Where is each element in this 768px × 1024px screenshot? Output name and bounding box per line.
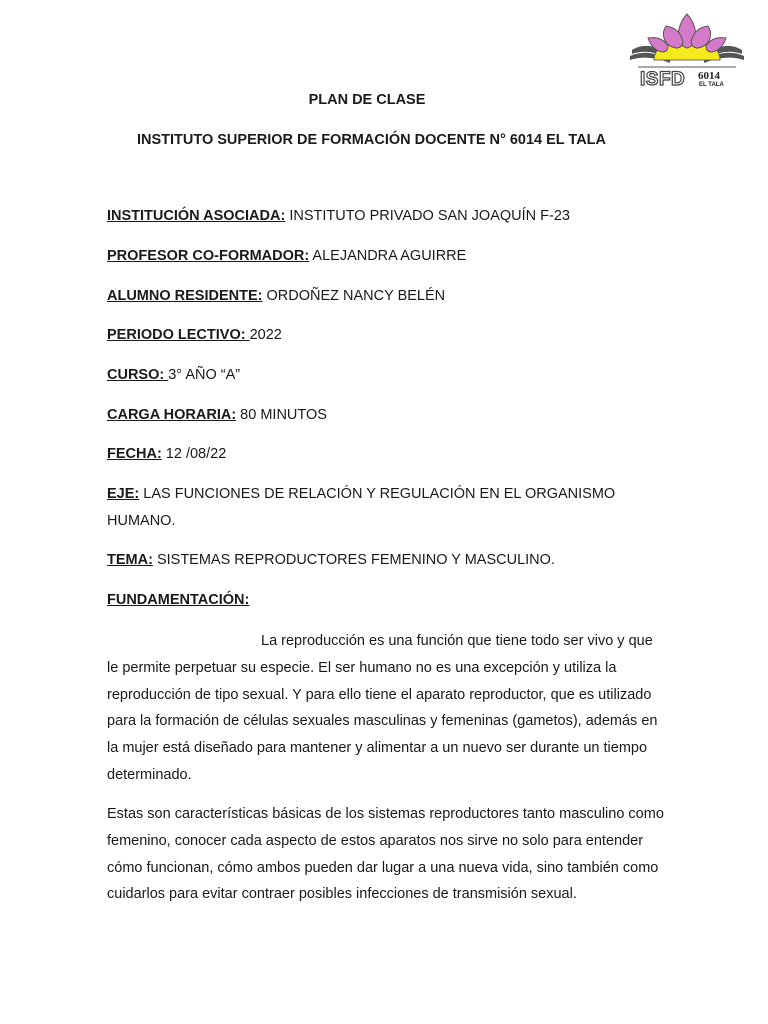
field-value: ORDOÑEZ NANCY BELÉN (262, 288, 446, 304)
field-label: PERIODO LECTIVO: (107, 327, 250, 343)
field-label: TEMA: (107, 552, 153, 568)
paragraph-text: La reproducción es una función que tiene todo ser vivo y que le permite perpetuar su especie. El ser humano no es una excepción y utiliza la reproducción de tipo sexual. Y para ello tiene el aparato reproductor, que es utilizado para la formación de células sexuales masculinas y femeninas (gametos), además en la mujer está diseñado para mantener y alimentar a un nuevo ser durante un tiempo determinado. (107, 633, 658, 783)
field-label: INSTITUCIÓN ASOCIADA: (107, 208, 286, 224)
page-title: PLAN DE CLASE (308, 92, 426, 108)
paragraph-1 (107, 628, 667, 789)
logo-acronym: ISFD (640, 69, 686, 90)
field-curso (107, 362, 667, 389)
field-profesor (107, 243, 667, 270)
field-value: LAS FUNCIONES DE RELACIÓN Y REGULACIÓN EN EL ORGANISMO HUMANO. (107, 486, 616, 529)
field-value: SISTEMAS REPRODUCTORES FEMENINO Y MASCULINO. (152, 552, 555, 568)
field-fundamentacion (107, 587, 667, 614)
institute-title: INSTITUTO SUPERIOR DE FORMACIÓN DOCENTE N° 6014 EL TALA (136, 132, 607, 148)
field-label: CURSO: (107, 367, 169, 383)
paragraph-2 (107, 801, 667, 908)
field-value: 12 /08/22 (161, 446, 227, 462)
field-fecha (107, 441, 667, 468)
field-value: 3° AÑO “A” (168, 367, 241, 383)
logo-number: 6014 (698, 70, 720, 82)
paragraph-text: Estas son características básicas de los sistemas reproductores tanto masculino como femenino, conocer cada aspecto de estos aparatos nos sirve no solo para entender cómo funcionan, cómo ambos pueden dar lugar a una nueva vida, sino también como cuidarlos para evitar contraer posibles infecciones de transmisión sexual. (107, 806, 664, 903)
field-value: 80 MINUTOS (236, 407, 327, 423)
field-label: ALUMNO RESIDENTE: (107, 288, 263, 304)
lotus-sun-icon (628, 10, 746, 72)
field-label: CARGA HORARIA: (107, 407, 237, 423)
isfd-logo (628, 10, 746, 92)
field-label: PROFESOR CO-FORMADOR: (107, 248, 310, 264)
field-value: INSTITUTO PRIVADO SAN JOAQUÍN F-23 (285, 208, 570, 224)
field-label: FECHA: (107, 446, 162, 462)
logo-subtitle: EL TALA (699, 82, 724, 88)
field-value: 2022 (249, 327, 282, 343)
field-eje (107, 481, 667, 535)
field-periodo (107, 322, 667, 349)
field-value: ALEJANDRA AGUIRRE (309, 248, 467, 264)
section-heading: FUNDAMENTACIÓN: (107, 592, 250, 608)
field-alumno (107, 283, 667, 310)
field-tema (107, 547, 667, 574)
field-label: EJE: (107, 486, 140, 502)
field-carga-horaria (107, 402, 667, 429)
field-institucion (107, 203, 667, 230)
